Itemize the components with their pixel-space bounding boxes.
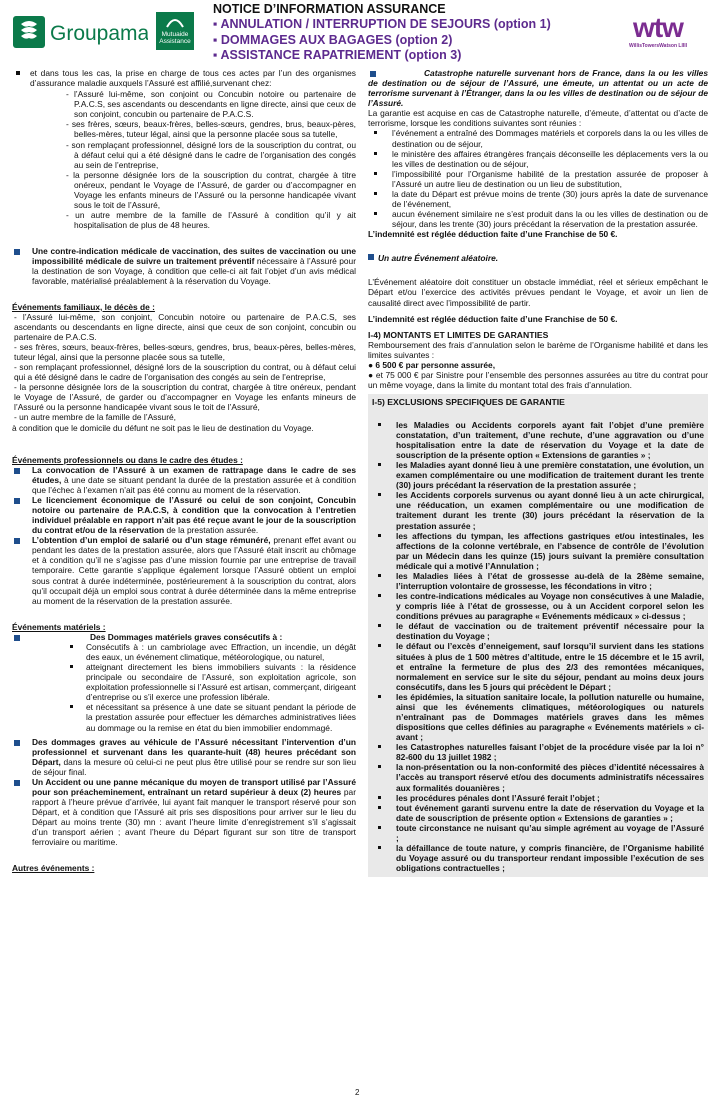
familiaux-list	[12, 312, 356, 423]
list-item: aucun événement similaire ne s’est produit dans la ou les villes de destination ou de séjour, dans les trente (30) jours précédant la réservation de la prestation assurée.	[368, 209, 708, 229]
franchise-note: L’indemnité est réglée déduction faite d’une Franchise de 50 €.	[368, 229, 618, 240]
catnat-paragraph: Catastrophe naturelle survenant hors de France, dans la ou les villes de destination ou de séjour de l’Assuré, une émeute, un attentat ou un acte de terrorisme survenant à l’Étranger, dans la ou les villes de destination ou de séjour de l’Assuré.	[368, 68, 708, 109]
mat-lead: Des Dommages matériels graves consécutifs à :	[12, 632, 356, 642]
list-item: - son remplaçant professionnel, désigné lors de la souscription du contrat, ou à défaut celui qui a été désigné dans le cadre de l’organisation des congés au sein de l’entreprise,	[14, 362, 356, 383]
exclusion-item: le défaut de vaccination ou de traitement préventif nécessaire pour la destination du Voyage ;	[372, 621, 704, 641]
pro-item: Le licenciement économique de l’Assuré ou celui de son conjoint, Concubin notoire ou partenaire de P.A.C.S, à condition que la convocation à l’entretien individuel préalable en rapport n’ait pas été reçue avant le jour de la souscription du contrat et/ou de la réservation de la prestation assurée.	[12, 495, 356, 535]
exclusion-item: les contre-indications médicales au Voyage non consécutives à une Maladie, y compris liée à l’état de grossesse, ou à un Accident corporel selon les conditions prévues au paragraphe « Evénements médicaux » ci-dessus ;	[372, 591, 704, 621]
vaccination-paragraph: Une contre-indication médicale de vaccination, des suites de vaccination ou une impossibilité médicale de suivre un traitement préventif nécessaire à l’Assuré pour la destination de son Voyage, à condition que celle-ci ait fait l’objet d’un avis médical favorable, matérialisé préalablement à la réservation du Voyage.	[12, 246, 356, 286]
document-title-block	[213, 2, 603, 64]
pro-item: La convocation de l’Assuré à un examen de rattrapage dans le cadre de ses études, à une date se situant pendant la durée de la prestation assurée et à condition que l’échec à l’examen n’ait pas été connu au moment de la réservation.	[12, 465, 356, 495]
exclusion-item: les procédures pénales dont l’Assuré ferait l’objet ;	[372, 793, 704, 803]
groupama-logo	[13, 14, 148, 50]
option-2-title: ▪ DOMMAGES AUX BAGAGES (option 2)	[213, 32, 453, 47]
exclusions-box	[368, 394, 708, 877]
mat-title: Événements matériels :	[12, 621, 106, 632]
intro-paragraph: et dans tous les cas, la prise en charge de tous ces actes par l’un des organismes d’assurance maladie auxquels l’Assuré est affilié,survenant chez:	[12, 68, 356, 88]
right-column	[368, 68, 708, 877]
option-1-title: ▪ ANNULATION / INTERRUPTION DE SEJOURS (option 1)	[213, 17, 551, 31]
mat-list	[12, 642, 356, 733]
intro-list	[12, 89, 356, 230]
list-item: l’événement a entraîné des Dommages matériels et corporels dans la ou les villes de destination ou de séjour,	[368, 128, 708, 148]
wtw-logo	[608, 14, 708, 58]
exclusion-item: tout événement garanti survenu entre la date de réservation du Voyage et la date de souscription de présente option « Extensions de garanties » ;	[372, 803, 704, 823]
exclusion-item: le défaut ou l’excès d’enneigement, sauf lorsqu’il survient dans les stations situées à plus de 1 500 mètres d’altitude, entre le 15 décembre et le 15 avril, et entraîne la fermeture de plus des 2/3 des remontées mécaniques, normalement en service sur le site du séjour, pendant au moins deux jours consécutifs, dans les 5 jours qui précèdent le Départ ;	[372, 641, 704, 691]
montants-item: ● et 75 000 € par Sinistre pour l’ensemble des personnes assurées au titre du contrat pour un même voyage, dans la limite du montant total des frais d’annulation.	[368, 370, 708, 391]
list-item: - la personne désignée lors de la souscription du contrat, chargée à titre onéreux, pendant le Voyage de l’Assuré, de garder ou d’accompagner en Voyage les enfants mineurs de l’Assuré ou la personne handicapée vivant sous le toit de l’Assuré,	[14, 382, 356, 413]
autre-title: Un autre Événement aléatoire.	[368, 253, 708, 263]
list-item: - ses frères, sœurs, beaux-frères, belles-sœurs, gendres, brus, beaux-pères, belles-mères, tuteur légal, ainsi que la personne placée sous sa tutelle,	[14, 341, 356, 362]
exclusion-item: les Catastrophes naturelles faisant l’objet de la procédure visée par la loi n° 82-600 du 13 juillet 1982 ;	[372, 742, 704, 762]
exclusion-item: les Maladies liées à l’état de grossesse au-delà de la 28ème semaine, l’interruption volontaire de grossesse, les fécondations in vitro ;	[372, 571, 704, 591]
vehicule-paragraph: Des dommages graves au véhicule de l’Assuré nécessitant l’intervention d’un professionnel et survenant dans les quarante-huit (48) heures précédant son Départ, dans la mesure où celui-ci ne peut plus être utilisé pour se rendre sur son lieu de séjour final.	[12, 737, 356, 777]
pro-title: Événements professionnels ou dans le cadre des études :	[12, 454, 243, 465]
list-item: et nécessitant sa présence à une date se situant pendant la période de la prestation assurée pour effectuer les démarches administratives liées au dommage ou la remise en état du bien immobilier endommagé.	[56, 702, 356, 732]
montants-item: ● 6 500 € par personne assurée,	[368, 360, 496, 371]
list-item: le ministère des affaires étrangères français déconseille les déplacements vers la ou les villes de destination ou de séjour,	[368, 149, 708, 169]
list-item: la date du Départ est prévue moins de trente (30) jours après la date de survenance de l’événement,	[368, 189, 708, 209]
familiaux-end: à condition que le domicile du défunt ne soit pas le lieu de destination du Voyage.	[12, 422, 314, 433]
catnat-lead: La garantie est acquise en cas de Catastrophe naturelle, d’émeute, d’attentat ou d’acte de terrorisme, lorsque les conditions suivantes sont réunies :	[368, 108, 708, 129]
montants-text: Remboursement des frais d’annulation selon le barème de l’Organisme habilité et dans les limites suivantes :	[368, 340, 708, 361]
exclusion-item: la non-présentation ou la non-conformité des pièces d’identité nécessaires à l’accès au transport réservé et/ou des documents administratifs nécessaires aux formalités douanières ;	[372, 762, 704, 792]
page-number: 2	[355, 1088, 360, 1097]
list-item: l’impossibilité pour l’Organisme habilité de la prestation assurée de proposer à l’Assuré un autre lieu de destination ou un lieu de substitution,	[368, 169, 708, 189]
exclusion-item: les affections du tympan, les affections gastriques et/ou intestinales, les affections de la colonne vertébrale, en l’absence de contrôle de l’évolution par un Médecin dans les quinze (15) jours suivant la première consultation médicale qui a motivé l’Annulation ;	[372, 531, 704, 571]
exclusion-item: la défaillance de toute nature, y compris financière, de l’Organisme habilité du Voyage assuré ou du transporteur rendant impossible l’exécution de ses obligations contractuelles ;	[372, 843, 704, 873]
list-item: - la personne désignée lors de la souscription du contrat, chargée à titre onéreux, pendant le Voyage de l’Assuré, de garder ou d’accompagner en Voyage les enfants mineurs de l’Assuré ou la personne handicapée vivant sous le toit de l’Assuré,	[66, 169, 356, 211]
exclusions-title: I-5) EXCLUSIONS SPECIFIQUES DE GARANTIE	[372, 397, 565, 408]
list-item: - ses frères, sœurs, beaux-frères, belles-sœurs, gendres, brus, beaux-pères, belles-mères, tuteur légal, ainsi que la personne placée sous sa tutelle,	[66, 119, 356, 140]
wtw-logo-subtitle: WillisTowersWatson LIIII	[628, 43, 687, 49]
groupama-logo-text: Groupama	[50, 22, 148, 45]
option-3-title: ▪ ASSISTANCE RAPATRIEMENT (option 3)	[213, 48, 462, 62]
exclusion-item: les Maladies ou Accidents corporels ayant fait l’objet d’une première constatation, d’un traitement, d’une rechute, d’une aggravation ou d’une hospitalisation entre la date de réservation du Voyage et la date de souscription de la présente option « Extensions de garanties » ;	[372, 420, 704, 460]
exclusion-item: les Accidents corporels survenus ou ayant donné lieu à un acte chirurgical, une rééducation, un examen complémentaire ou une modification de traitement durant les trente (30) jours précédant la réservation de la prestation assurée ;	[372, 490, 704, 530]
exclusion-item: toute circonstance ne nuisant qu’au simple agrément au voyage de l’Assuré ;	[372, 823, 704, 843]
catnat-list	[368, 128, 708, 229]
document-title: NOTICE D’INFORMATION ASSURANCE	[213, 2, 446, 16]
mutuaide-logo-text: Mutuaide Assistance	[159, 31, 191, 46]
exclusion-item: les Maladies ayant donné lieu à une première constatation, une évolution, un examen complémentaire ou une modification de traitement durant les trente (30) jours précédant la réservation de la prestation assurée ;	[372, 460, 704, 490]
list-item: - un autre membre de la famille de l’Assuré,	[14, 412, 176, 423]
autres-title: Autres événements :	[12, 863, 95, 874]
list-item: - l’Assuré lui-même, son conjoint, Concubin notoire ou partenaire de P.A.C.S, ses ascendants ou descendants en ligne directe, ainsi que ceux de son conjoint, concubin ou partenaire de P.A.C.S.	[14, 311, 356, 342]
left-column	[12, 68, 356, 874]
pro-item: L’obtention d’un emploi de salarié ou d’un stage rémunéré, prenant effet avant ou pendant les dates de la prestation assurée, alors que l’Assuré était inscrit au chômage et à condition qu’il ne s’agisse pas d’une mission fournie par une entreprise de travail temporaire. Cette garantie s’applique également lorsque l’Assuré obtient un emploi sous contrat à durée indéterminée, postérieurement à la souscription du contrat, alors qu’il occupait déjà un emploi sous contrat à durée déterminée dans la même entreprise au moment de la réservation de la prestation assurée.	[12, 535, 356, 606]
montants-title: I-4) MONTANTS ET LIMITES DE GARANTIES	[368, 329, 549, 340]
list-item: - un autre membre de la famille de l’Assuré à condition qu’il y ait hospitalisation de plus de 48 heures.	[66, 210, 356, 231]
exclusion-item: les épidémies, la situation sanitaire locale, la pollution naturelle ou humaine, ainsi que les événements climatiques, météorologiques ou naturels n’entraînant pas de Dommages matériels graves dans les mêmes dispositions que celles définies au paragraphe « Evénements matériels » ci-avant ;	[372, 692, 704, 742]
familiaux-title: Événements familiaux, le décès de :	[12, 301, 155, 312]
list-item: - l’Assuré lui-même, son conjoint ou Concubin notoire ou partenaire de P.A.C.S, ses ascendants ou descendants en ligne directe, ainsi que ceux de son conjoint, concubin ou partenaire de P.A.C.S.	[66, 89, 356, 120]
list-item: atteignant directement les biens immobiliers suivants : la résidence principale ou secondaire de l’Assuré, son exploitation agricole, son exploitation professionnelle si l’Assuré est artisan, commerçant, dirigeant d’entreprise ou s’il exerce une profession libérale.	[56, 662, 356, 702]
mutuaide-logo	[156, 12, 194, 50]
autre-text: L’Événement aléatoire doit constituer un obstacle immédiat, réel et sérieux empêchant le Départ et/ou l’exercice des activités prévues pendant le Voyage, et avoir un lien de causalité direct avec l’impossibilité de partir.	[368, 277, 708, 308]
wtw-logo-text: wtw	[633, 12, 683, 43]
franchise-note: L’indemnité est réglée déduction faite d’une Franchise de 50 €.	[368, 313, 618, 324]
list-item: Consécutifs à : un cambriolage avec Effraction, un incendie, un dégât des eaux, un événement climatique, météorologique, ou naturel,	[56, 642, 356, 662]
list-item: - son remplaçant professionnel, désigné lors de la souscription du contrat, ou à défaut celui qui a été désigné dans le cadre de l’organisation des congés au sein de l’entreprise,	[66, 139, 356, 170]
page-header	[0, 0, 716, 68]
accident-paragraph: Un Accident ou une panne mécanique du moyen de transport utilisé par l’Assuré pour son préacheminement, entraînant un retard supérieur à deux (2) heures par rapport à l’heure prévue d’arrivée, lui ayant fait manquer le transport réservé pour son Départ, et à condition que l’Assuré ait pris ses dispositions pour arriver sur le lieu du Départ au moins trente (30) mn : avant l’heure limite d’enregistrement s’il s’agissait d’un transport aérien ; avant l’heure du Départ figurant sur son titre de transport ferroviaire ou maritime.	[12, 777, 356, 848]
